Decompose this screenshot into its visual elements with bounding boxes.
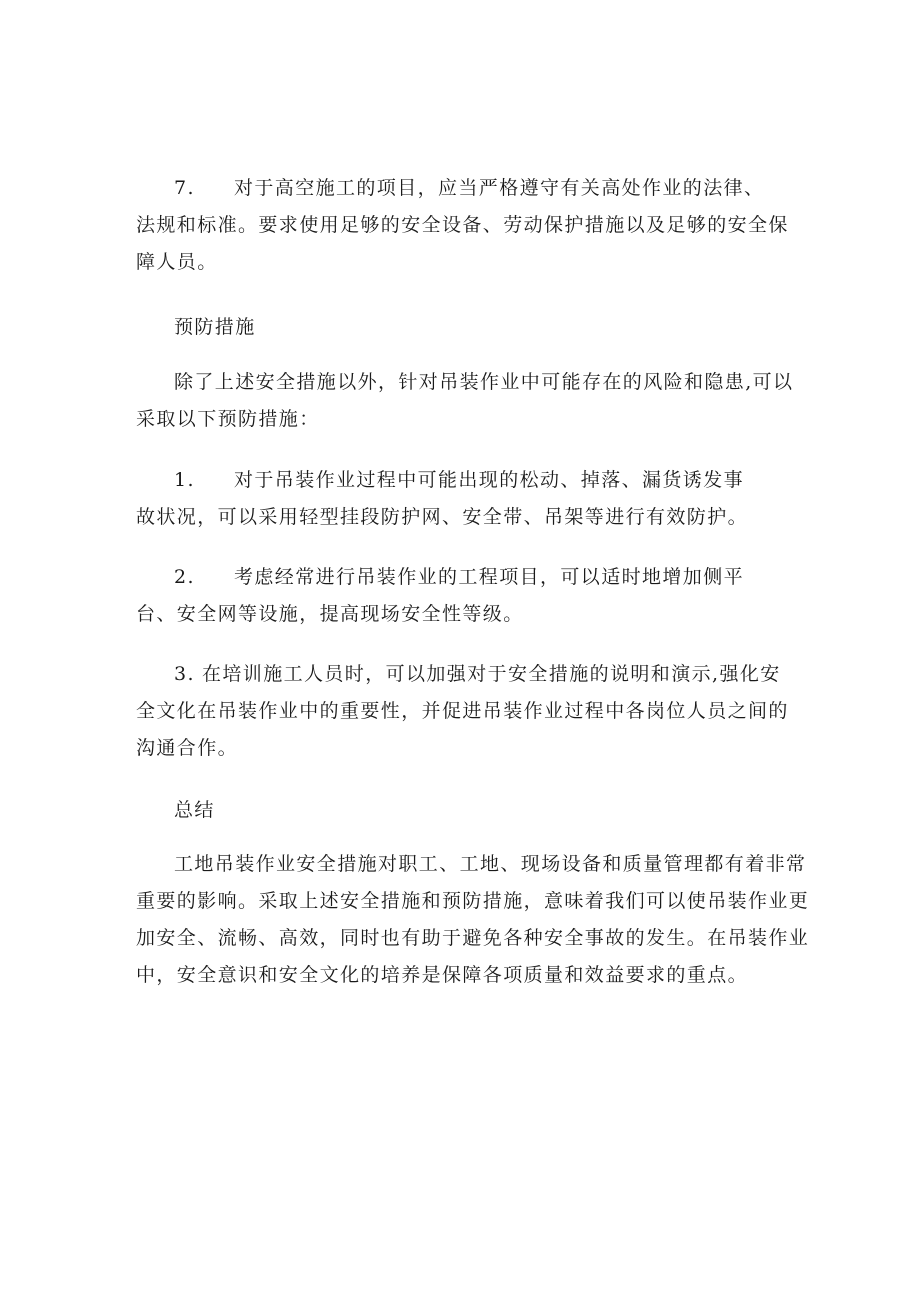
list-item-3 [136,656,816,767]
list-item-3-line-1: 3. 在培训施工人员时，可以加强对于安全措施的说明和演示,强化安 [136,656,816,693]
list-item-2-line-2: 台、安全网等设施，提高现场安全性等级。 [136,603,524,625]
prevention-intro-line-1: 除了上述安全措施以外，针对吊装作业中可能存在的风险和隐患,可以 [174,371,794,393]
list-item-3-line-3: 沟通合作。 [136,737,239,759]
list-item-7-line-1: 7. 对于高空施工的项目，应当严格遵守有关高处作业的法律、 [136,170,816,207]
list-item-2 [136,559,816,633]
list-item-2-number: 2. [174,566,195,588]
summary-line-2: 重要的影响。采取上述安全措施和预防措施，意味着我们可以使吊装作业更 [136,890,810,912]
prevention-intro [136,364,816,438]
list-item-7-line-3: 障人员。 [136,251,218,273]
summary-line-1: 工地吊装作业安全措施对职工、工地、现场设备和质量管理都有着非常 [174,853,807,875]
list-item-7 [136,170,816,281]
list-item-1-line-1: 1. 对于吊装作业过程中可能出现的松动、掉落、漏货诱发事 [136,462,816,499]
list-item-3-number: 3. [174,663,195,685]
summary-paragraph [136,846,816,994]
list-item-2-line-1: 2. 考虑经常进行吊装作业的工程项目，可以适时地增加侧平 [136,559,816,596]
list-item-3-line-2: 全文化在吊装作业中的重要性，并促进吊装作业过程中各岗位人员之间的 [136,700,789,722]
list-item-7-number: 7. [174,177,195,199]
list-item-1-number: 1. [174,469,195,491]
list-item-7-line-2: 法规和标准。要求使用足够的安全设备、劳动保护措施以及足够的安全保 [136,214,789,236]
summary-line-4: 中，安全意识和安全文化的培养是保障各项质量和效益要求的重点。 [136,964,749,986]
summary-line-3: 加安全、流畅、高效，同时也有助于避免各种安全事故的发生。在吊装作业 [136,927,810,949]
list-item-1-line-2: 故状况，可以采用轻型挂段防护网、安全带、吊架等进行有效防护。 [136,506,749,528]
prevention-intro-line-2: 采取以下预防措施： [136,408,320,430]
section-heading-summary: 总结 [174,799,215,821]
list-item-1 [136,462,816,536]
section-heading-prevention: 预防措施 [174,316,256,338]
